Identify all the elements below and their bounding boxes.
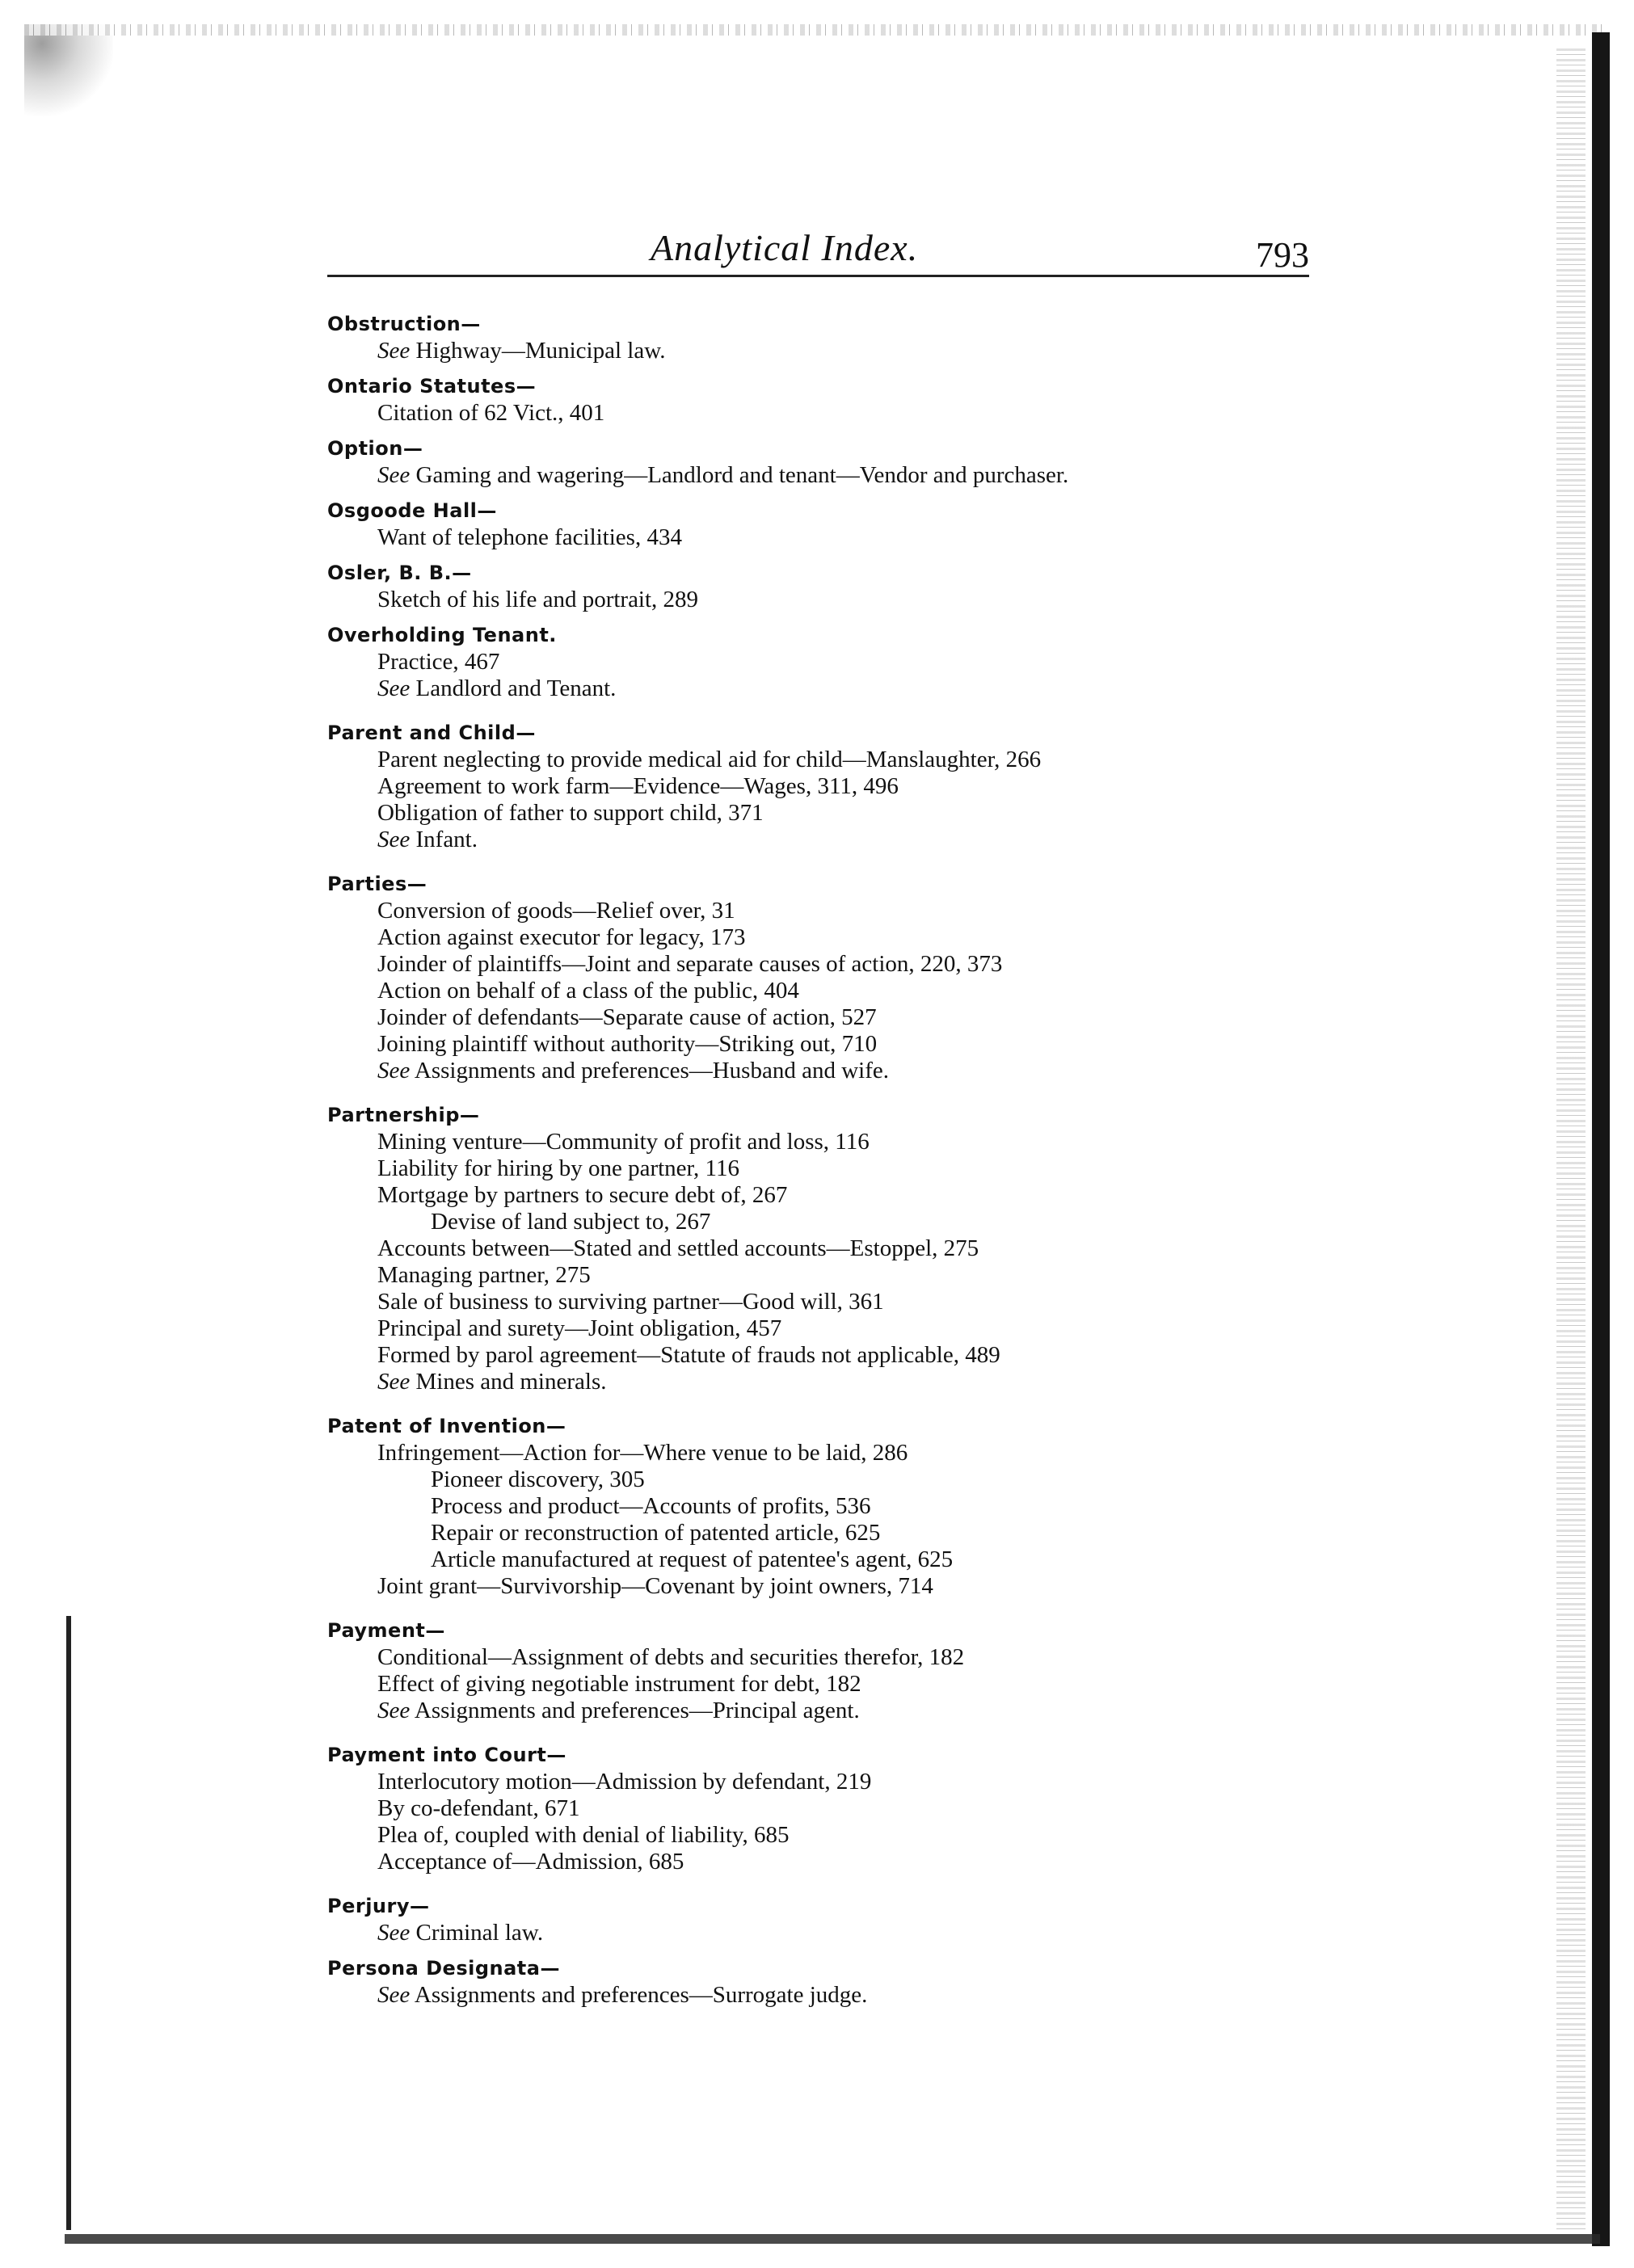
entry-line-text: Assignments and preferences—Surrogate judge.: [410, 1982, 868, 2008]
entry-line: [327, 1262, 1281, 1289]
entry-line-text: Action on behalf of a class of the public, 404: [377, 978, 799, 1004]
entry-line: [327, 338, 1281, 364]
entry-line: [327, 773, 1281, 800]
entry-spacer: [327, 702, 1281, 720]
index-body: [327, 311, 1281, 2018]
entry-line-text: Devise of land subject to, 267: [431, 1209, 711, 1235]
entry-line: [327, 1982, 1281, 2009]
entry-line-text: Process and product—Accounts of profits, 536: [431, 1493, 871, 1519]
entry-spacer: [327, 489, 1281, 498]
entry-line: [327, 524, 1281, 551]
entry-spacer: [327, 551, 1281, 560]
see-reference-label: See: [377, 1058, 411, 1084]
see-reference-label: See: [377, 1698, 411, 1723]
entry-line-text: Principal and surety—Joint obligation, 457: [377, 1315, 782, 1341]
entry-line-text: Mines and minerals.: [410, 1369, 607, 1395]
entry-line: [327, 1920, 1281, 1946]
entry-heading: Payment into Court—: [327, 1744, 566, 1766]
entry-line: [327, 587, 1281, 613]
scan-edge-speckle: [1556, 48, 1586, 2230]
entry-line-text: Obligation of father to support child, 371: [377, 800, 764, 826]
entry-line: [327, 1440, 1281, 1466]
entry-line-text: Assignments and preferences—Husband and wife.: [410, 1058, 889, 1084]
entry-line-text: Liability for hiring by one partner, 116: [377, 1155, 739, 1181]
entry-line-text: Infant.: [410, 827, 478, 852]
entry-line: [327, 1573, 1281, 1600]
entry-line: [327, 649, 1281, 675]
entry-heading: Parties—: [327, 873, 427, 895]
entry-line: [327, 827, 1281, 853]
entry-line-text: Mortgage by partners to secure debt of, 267: [377, 1182, 788, 1208]
entry-line: [327, 1546, 1281, 1573]
entry-line-text: Want of telephone facilities, 434: [377, 524, 682, 550]
see-reference-label: See: [377, 1982, 411, 2008]
entry-line: [327, 1520, 1281, 1546]
entry-heading: Patent of Invention—: [327, 1415, 566, 1437]
entry-line: [327, 1182, 1281, 1209]
entry-line: [327, 1315, 1281, 1342]
entry-line-text: Joining plaintiff without authority—Striking out, 710: [377, 1031, 878, 1057]
entry-line: [327, 1795, 1281, 1822]
entry-line-text: Gaming and wagering—Landlord and tenant—Vendor and purchaser.: [410, 462, 1069, 488]
entry-line-text: Assignments and preferences—Principal agent.: [410, 1698, 860, 1723]
entry-spacer: [327, 1724, 1281, 1742]
entry-heading: Osgoode Hall—: [327, 499, 497, 522]
entry-heading: Obstruction—: [327, 313, 481, 335]
see-reference-label: See: [377, 1920, 411, 1946]
index-entry: [327, 871, 1281, 1084]
entry-spacer: [327, 613, 1281, 622]
entry-line: [327, 462, 1281, 489]
entry-line: [327, 1849, 1281, 1875]
entry-heading: Persona Designata—: [327, 1957, 560, 1980]
see-reference-label: See: [377, 827, 411, 852]
entry-line-text: By co-defendant, 671: [377, 1795, 580, 1821]
entry-line-text: Criminal law.: [410, 1920, 544, 1946]
entry-line: [327, 1235, 1281, 1262]
scan-corner-smudge: [24, 24, 113, 121]
entry-spacer: [327, 427, 1281, 436]
entry-spacer: [327, 364, 1281, 373]
entry-line-text: Plea of, coupled with denial of liability, 685: [377, 1822, 790, 1848]
entry-line: [327, 1671, 1281, 1698]
see-reference-label: See: [377, 338, 411, 364]
scan-edge-top: [24, 24, 1608, 36]
entry-spacer: [327, 1946, 1281, 1955]
entry-line: [327, 1822, 1281, 1849]
index-entry: [327, 436, 1281, 489]
entry-line: [327, 1031, 1281, 1058]
index-entry: [327, 1618, 1281, 1724]
entry-line: [327, 1058, 1281, 1084]
see-reference-label: See: [377, 675, 411, 701]
scan-edge-bottom: [65, 2234, 1600, 2244]
entry-heading: Overholding Tenant.: [327, 624, 557, 646]
entry-line: [327, 1342, 1281, 1369]
entry-line: [327, 800, 1281, 827]
entry-line: [327, 1769, 1281, 1795]
entry-line-text: Conditional—Assignment of debts and securities therefor, 182: [377, 1644, 965, 1670]
entry-line: [327, 1493, 1281, 1520]
entry-spacer: [327, 1084, 1281, 1102]
entry-heading: Option—: [327, 437, 423, 460]
page-number: 793: [1256, 235, 1309, 275]
entry-line-text: Landlord and Tenant.: [410, 675, 617, 701]
entry-line-text: Conversion of goods—Relief over, 31: [377, 898, 735, 924]
entry-line: [327, 1289, 1281, 1315]
entry-line: [327, 898, 1281, 924]
page-title: Analytical Index.: [651, 227, 919, 268]
index-entry: [327, 1955, 1281, 2009]
entry-line-text: Formed by parol agreement—Statute of frauds not applicable, 489: [377, 1342, 1000, 1368]
entry-line-text: Joinder of plaintiffs—Joint and separate causes of action, 220, 373: [377, 951, 1003, 977]
entry-line-text: Sketch of his life and portrait, 289: [377, 587, 699, 612]
entry-line: [327, 1004, 1281, 1031]
entry-line: [327, 1466, 1281, 1493]
index-entry: [327, 498, 1281, 551]
header-rule: [327, 275, 1309, 277]
entry-line: [327, 400, 1281, 427]
entry-line-text: Agreement to work farm—Evidence—Wages, 311, 496: [377, 773, 899, 799]
entry-heading: Ontario Statutes—: [327, 375, 537, 398]
entry-line-text: Repair or reconstruction of patented article, 625: [431, 1520, 881, 1546]
index-entry: [327, 622, 1281, 702]
entry-heading: Osler, B. B.—: [327, 562, 472, 584]
entry-spacer: [327, 1395, 1281, 1413]
entry-heading: Partnership—: [327, 1104, 480, 1126]
entry-line: [327, 1698, 1281, 1724]
entry-line-text: Infringement—Action for—Where venue to be laid, 286: [377, 1440, 908, 1466]
entry-line-text: Mining venture—Community of profit and loss, 116: [377, 1129, 870, 1155]
index-entry: [327, 1742, 1281, 1875]
index-entry: [327, 560, 1281, 613]
entry-spacer: [327, 853, 1281, 871]
entry-line-text: Accounts between—Stated and settled accounts—Estoppel, 275: [377, 1235, 979, 1261]
scan-edge-right: [1592, 32, 1610, 2246]
scan-edge-left: [66, 1616, 71, 2230]
see-reference-label: See: [377, 1369, 411, 1395]
entry-line: [327, 675, 1281, 702]
entry-line-text: Interlocutory motion—Admission by defendant, 219: [377, 1769, 872, 1795]
entry-line: [327, 951, 1281, 978]
entry-line-text: Joint grant—Survivorship—Covenant by joint owners, 714: [377, 1573, 933, 1599]
entry-spacer: [327, 2009, 1281, 2018]
entry-line-text: Pioneer discovery, 305: [431, 1466, 645, 1492]
entry-line: [327, 978, 1281, 1004]
entry-line: [327, 1129, 1281, 1155]
entry-spacer: [327, 1875, 1281, 1893]
entry-line: [327, 1644, 1281, 1671]
entry-line-text: Managing partner, 275: [377, 1262, 591, 1288]
entry-heading: Perjury—: [327, 1895, 430, 1917]
index-entry: [327, 1102, 1281, 1395]
entry-line: [327, 1155, 1281, 1182]
entry-heading: Payment—: [327, 1619, 445, 1642]
index-entry: [327, 373, 1281, 427]
entry-line: [327, 1369, 1281, 1395]
entry-line-text: Sale of business to surviving partner—Good will, 361: [377, 1289, 884, 1315]
index-entry: [327, 1893, 1281, 1946]
entry-line: [327, 924, 1281, 951]
entry-line-text: Acceptance of—Admission, 685: [377, 1849, 684, 1875]
running-header: [327, 218, 1309, 291]
see-reference-label: See: [377, 462, 411, 488]
entry-line-text: Article manufactured at request of patentee's agent, 625: [431, 1546, 954, 1572]
entry-line-text: Practice, 467: [377, 649, 500, 675]
entry-line-text: Action against executor for legacy, 173: [377, 924, 746, 950]
index-entry: [327, 720, 1281, 853]
entry-line: [327, 747, 1281, 773]
entry-line-text: Joinder of defendants—Separate cause of action, 527: [377, 1004, 877, 1030]
entry-line: [327, 1209, 1281, 1235]
entry-line-text: Effect of giving negotiable instrument for debt, 182: [377, 1671, 861, 1697]
entry-line-text: Highway—Municipal law.: [410, 338, 666, 364]
index-entry: [327, 1413, 1281, 1600]
index-entry: [327, 311, 1281, 364]
entry-spacer: [327, 1600, 1281, 1618]
entry-line-text: Parent neglecting to provide medical aid for child—Manslaughter, 266: [377, 747, 1042, 772]
entry-line-text: Citation of 62 Vict., 401: [377, 400, 605, 426]
entry-heading: Parent and Child—: [327, 722, 536, 744]
